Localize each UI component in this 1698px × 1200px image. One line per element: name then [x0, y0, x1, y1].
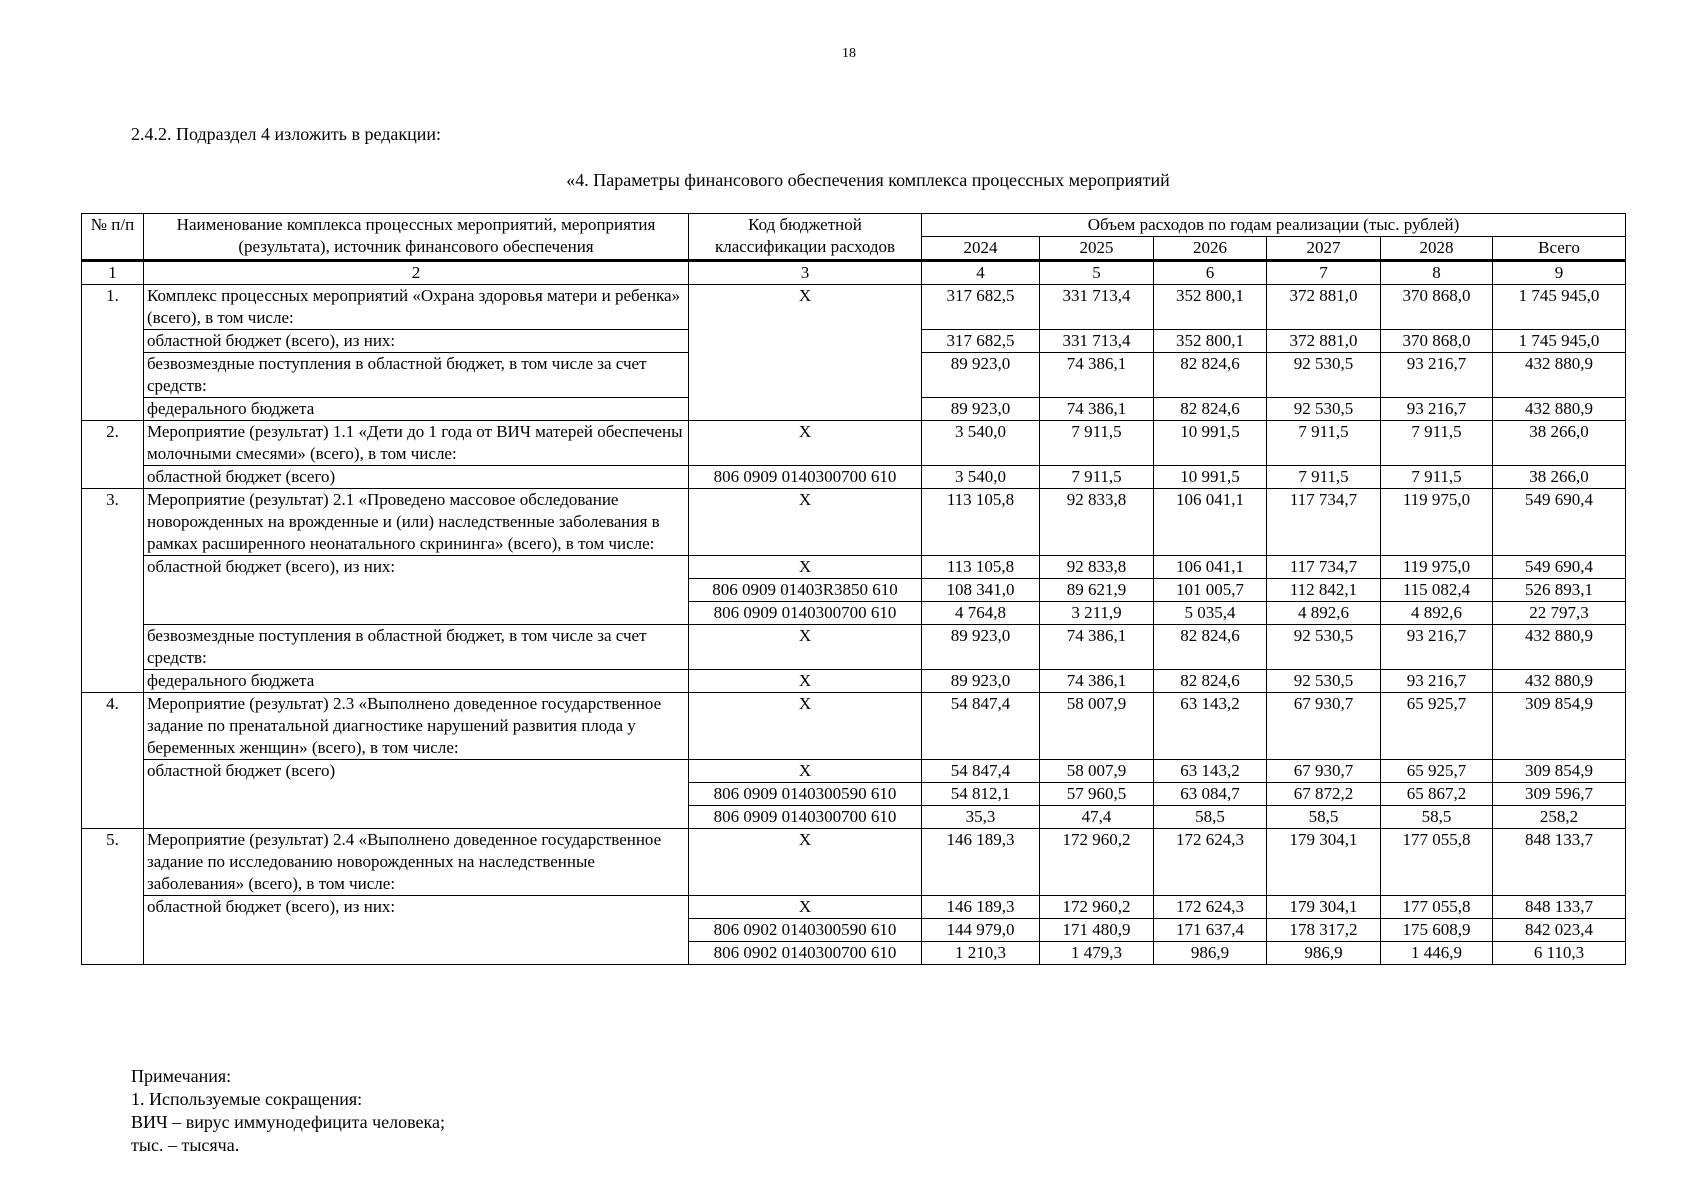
value-cell: 117 734,7	[1267, 556, 1381, 579]
value-cell: 117 734,7	[1267, 489, 1381, 556]
notes-line: ВИЧ – вирус иммунодефицита человека;	[131, 1112, 445, 1132]
total-cell: 38 266,0	[1493, 421, 1626, 466]
value-cell: 146 189,3	[922, 829, 1040, 896]
value-cell: 93 216,7	[1381, 353, 1493, 398]
value-cell: 10 991,5	[1154, 466, 1267, 489]
row-code: Х	[689, 693, 922, 760]
value-cell: 89 923,0	[922, 398, 1040, 421]
row-code: Х	[689, 829, 922, 896]
row-name: областной бюджет (всего), из них:	[144, 330, 689, 353]
value-cell: 7 911,5	[1267, 466, 1381, 489]
value-cell: 93 216,7	[1381, 398, 1493, 421]
value-cell: 986,9	[1267, 942, 1381, 965]
row-name: безвозмездные поступления в областной бюджет, в том числе за счет средств:	[144, 625, 689, 670]
notes-line: 1. Используемые сокращения:	[131, 1089, 363, 1109]
value-cell: 179 304,1	[1267, 829, 1381, 896]
value-cell: 171 637,4	[1154, 919, 1267, 942]
row-code: Х	[689, 670, 922, 693]
table-row	[82, 421, 1626, 466]
value-cell: 92 530,5	[1267, 625, 1381, 670]
total-cell: 22 797,3	[1493, 602, 1626, 625]
value-cell: 101 005,7	[1154, 579, 1267, 602]
value-cell: 352 800,1	[1154, 285, 1267, 330]
value-cell: 67 930,7	[1267, 693, 1381, 760]
value-cell: 177 055,8	[1381, 829, 1493, 896]
value-cell: 179 304,1	[1267, 896, 1381, 919]
notes-heading: Примечания:	[131, 1066, 232, 1086]
value-cell: 317 682,5	[922, 330, 1040, 353]
row-code: 806 0909 0140300700 610	[689, 806, 922, 829]
total-cell: 258,2	[1493, 806, 1626, 829]
value-cell: 63 143,2	[1154, 760, 1267, 783]
total-cell: 842 023,4	[1493, 919, 1626, 942]
row-code: Х	[689, 625, 922, 670]
row-code: 806 0902 0140300700 610	[689, 942, 922, 965]
row-name: федерального бюджета	[144, 670, 689, 693]
value-cell: 3 540,0	[922, 466, 1040, 489]
row-name: Мероприятие (результат) 2.1 «Проведено массовое обследование новорожденных на врожденные и (или) наследственные заболевания в рамках расширенного неонатального скрининга» (всего), в том числе:	[144, 489, 689, 556]
value-cell: 3 211,9	[1040, 602, 1154, 625]
value-cell: 986,9	[1154, 942, 1267, 965]
table-row	[82, 829, 1626, 896]
value-cell: 74 386,1	[1040, 670, 1154, 693]
total-cell: 432 880,9	[1493, 353, 1626, 398]
total-cell: 848 133,7	[1493, 829, 1626, 896]
value-cell: 115 082,4	[1381, 579, 1493, 602]
notes-line: тыс. – тысяча.	[131, 1135, 240, 1155]
value-cell: 7 911,5	[1040, 466, 1154, 489]
value-cell: 93 216,7	[1381, 670, 1493, 693]
value-cell: 112 842,1	[1267, 579, 1381, 602]
value-cell: 172 624,3	[1154, 829, 1267, 896]
value-cell: 54 812,1	[922, 783, 1040, 806]
value-cell: 106 041,1	[1154, 489, 1267, 556]
value-cell: 58 007,9	[1040, 760, 1154, 783]
row-name: областной бюджет (всего)	[144, 466, 689, 489]
value-cell: 54 847,4	[922, 693, 1040, 760]
row-name: Комплекс процессных мероприятий «Охрана здоровья матери и ребенка» (всего), в том числе:	[144, 285, 689, 330]
row-name: областной бюджет (всего)	[144, 760, 689, 829]
header-year: 2028	[1381, 237, 1493, 261]
value-cell: 89 923,0	[922, 353, 1040, 398]
table-row	[82, 489, 1626, 556]
column-numbers-row	[82, 261, 1626, 285]
value-cell: 370 868,0	[1381, 285, 1493, 330]
column-number: 8	[1381, 261, 1493, 285]
header-name: Наименование комплекса процессных мероприятий, мероприятия (результата), источник финансового обеспечения	[144, 214, 689, 261]
value-cell: 175 608,9	[1381, 919, 1493, 942]
row-code: 806 0909 01403R3850 610	[689, 579, 922, 602]
value-cell: 92 530,5	[1267, 353, 1381, 398]
value-cell: 108 341,0	[922, 579, 1040, 602]
row-code: 806 0909 0140300700 610	[689, 466, 922, 489]
value-cell: 89 923,0	[922, 625, 1040, 670]
value-cell: 172 624,3	[1154, 896, 1267, 919]
row-code: Х	[689, 760, 922, 783]
value-cell: 92 833,8	[1040, 556, 1154, 579]
value-cell: 65 925,7	[1381, 693, 1493, 760]
table-row	[82, 285, 1626, 330]
total-cell: 432 880,9	[1493, 625, 1626, 670]
total-cell: 432 880,9	[1493, 670, 1626, 693]
value-cell: 63 084,7	[1154, 783, 1267, 806]
value-cell: 1 210,3	[922, 942, 1040, 965]
value-cell: 7 911,5	[1267, 421, 1381, 466]
header-volume: Объем расходов по годам реализации (тыс. рублей)	[922, 214, 1626, 237]
row-name: Мероприятие (результат) 2.4 «Выполнено доведенное государственное задание по исследованию новорожденных на наследственные заболевания» (всего), в том числе:	[144, 829, 689, 896]
value-cell: 177 055,8	[1381, 896, 1493, 919]
value-cell: 113 105,8	[922, 556, 1040, 579]
value-cell: 1 479,3	[1040, 942, 1154, 965]
value-cell: 58,5	[1267, 806, 1381, 829]
value-cell: 4 892,6	[1381, 602, 1493, 625]
row-code: Х	[689, 285, 922, 421]
total-cell: 848 133,7	[1493, 896, 1626, 919]
value-cell: 5 035,4	[1154, 602, 1267, 625]
value-cell: 82 824,6	[1154, 625, 1267, 670]
value-cell: 4 892,6	[1267, 602, 1381, 625]
row-code: Х	[689, 556, 922, 579]
table-row	[82, 625, 1626, 670]
value-cell: 67 872,2	[1267, 783, 1381, 806]
row-name: безвозмездные поступления в областной бюджет, в том числе за счет средств:	[144, 353, 689, 398]
value-cell: 119 975,0	[1381, 489, 1493, 556]
row-code: Х	[689, 421, 922, 466]
notes	[131, 1065, 445, 1157]
page-number: 18	[842, 46, 856, 61]
total-cell: 1 745 945,0	[1493, 330, 1626, 353]
value-cell: 106 041,1	[1154, 556, 1267, 579]
total-cell: 1 745 945,0	[1493, 285, 1626, 330]
total-cell: 526 893,1	[1493, 579, 1626, 602]
table-row	[82, 670, 1626, 693]
value-cell: 178 317,2	[1267, 919, 1381, 942]
header-code: Код бюджетной классификации расходов	[689, 214, 922, 261]
value-cell: 172 960,2	[1040, 829, 1154, 896]
value-cell: 74 386,1	[1040, 353, 1154, 398]
value-cell: 113 105,8	[922, 489, 1040, 556]
table-title: «4. Параметры финансового обеспечения комплекса процессных мероприятий	[566, 170, 1170, 190]
value-cell: 57 960,5	[1040, 783, 1154, 806]
column-number: 6	[1154, 261, 1267, 285]
total-cell: 38 266,0	[1493, 466, 1626, 489]
value-cell: 65 925,7	[1381, 760, 1493, 783]
table-row	[82, 760, 1626, 783]
value-cell: 171 480,9	[1040, 919, 1154, 942]
header-total: Всего	[1493, 237, 1626, 261]
column-number: 9	[1493, 261, 1626, 285]
value-cell: 146 189,3	[922, 896, 1040, 919]
value-cell: 54 847,4	[922, 760, 1040, 783]
value-cell: 58,5	[1381, 806, 1493, 829]
row-number: 1.	[82, 285, 144, 421]
row-code: 806 0909 0140300590 610	[689, 783, 922, 806]
value-cell: 82 824,6	[1154, 398, 1267, 421]
row-code: 806 0902 0140300590 610	[689, 919, 922, 942]
value-cell: 89 923,0	[922, 670, 1040, 693]
total-cell: 432 880,9	[1493, 398, 1626, 421]
table-row	[82, 556, 1626, 579]
value-cell: 92 833,8	[1040, 489, 1154, 556]
row-code: Х	[689, 896, 922, 919]
row-name: областной бюджет (всего), из них:	[144, 556, 689, 625]
header-year: 2027	[1267, 237, 1381, 261]
column-number: 4	[922, 261, 1040, 285]
header-year: 2026	[1154, 237, 1267, 261]
column-number: 7	[1267, 261, 1381, 285]
value-cell: 67 930,7	[1267, 760, 1381, 783]
value-cell: 7 911,5	[1381, 466, 1493, 489]
value-cell: 331 713,4	[1040, 330, 1154, 353]
value-cell: 331 713,4	[1040, 285, 1154, 330]
value-cell: 372 881,0	[1267, 285, 1381, 330]
value-cell: 7 911,5	[1040, 421, 1154, 466]
row-name: областной бюджет (всего), из них:	[144, 896, 689, 965]
column-number: 2	[144, 261, 689, 285]
value-cell: 92 530,5	[1267, 670, 1381, 693]
table-row	[82, 693, 1626, 760]
row-number: 4.	[82, 693, 144, 829]
value-cell: 10 991,5	[1154, 421, 1267, 466]
row-code: Х	[689, 489, 922, 556]
table-row	[82, 896, 1626, 919]
column-number: 5	[1040, 261, 1154, 285]
total-cell: 309 854,9	[1493, 693, 1626, 760]
financing-table	[81, 213, 1626, 965]
value-cell: 58,5	[1154, 806, 1267, 829]
header-year: 2025	[1040, 237, 1154, 261]
row-number: 3.	[82, 489, 144, 693]
value-cell: 65 867,2	[1381, 783, 1493, 806]
value-cell: 74 386,1	[1040, 625, 1154, 670]
value-cell: 4 764,8	[922, 602, 1040, 625]
row-code: 806 0909 0140300700 610	[689, 602, 922, 625]
value-cell: 47,4	[1040, 806, 1154, 829]
header-row-1	[82, 214, 1626, 237]
total-cell: 549 690,4	[1493, 489, 1626, 556]
row-number: 5.	[82, 829, 144, 965]
value-cell: 3 540,0	[922, 421, 1040, 466]
header-num: № п/п	[82, 214, 144, 261]
total-cell: 6 110,3	[1493, 942, 1626, 965]
header-year: 2024	[922, 237, 1040, 261]
value-cell: 82 824,6	[1154, 670, 1267, 693]
row-number: 2.	[82, 421, 144, 489]
value-cell: 92 530,5	[1267, 398, 1381, 421]
value-cell: 35,3	[922, 806, 1040, 829]
value-cell: 93 216,7	[1381, 625, 1493, 670]
value-cell: 172 960,2	[1040, 896, 1154, 919]
row-name: федерального бюджета	[144, 398, 689, 421]
value-cell: 58 007,9	[1040, 693, 1154, 760]
column-number: 3	[689, 261, 922, 285]
total-cell: 309 854,9	[1493, 760, 1626, 783]
value-cell: 7 911,5	[1381, 421, 1493, 466]
row-name: Мероприятие (результат) 2.3 «Выполнено доведенное государственное задание по пренатальной диагностике нарушений развития плода у беременных женщин» (всего), в том числе:	[144, 693, 689, 760]
value-cell: 119 975,0	[1381, 556, 1493, 579]
value-cell: 370 868,0	[1381, 330, 1493, 353]
column-number: 1	[82, 261, 144, 285]
value-cell: 63 143,2	[1154, 693, 1267, 760]
table-row	[82, 466, 1626, 489]
value-cell: 1 446,9	[1381, 942, 1493, 965]
intro-text: 2.4.2. Подраздел 4 изложить в редакции:	[131, 124, 442, 144]
value-cell: 317 682,5	[922, 285, 1040, 330]
value-cell: 74 386,1	[1040, 398, 1154, 421]
total-cell: 309 596,7	[1493, 783, 1626, 806]
row-name: Мероприятие (результат) 1.1 «Дети до 1 года от ВИЧ матерей обеспечены молочными смесями» (всего), в том числе:	[144, 421, 689, 466]
value-cell: 144 979,0	[922, 919, 1040, 942]
value-cell: 372 881,0	[1267, 330, 1381, 353]
value-cell: 89 621,9	[1040, 579, 1154, 602]
total-cell: 549 690,4	[1493, 556, 1626, 579]
value-cell: 352 800,1	[1154, 330, 1267, 353]
value-cell: 82 824,6	[1154, 353, 1267, 398]
